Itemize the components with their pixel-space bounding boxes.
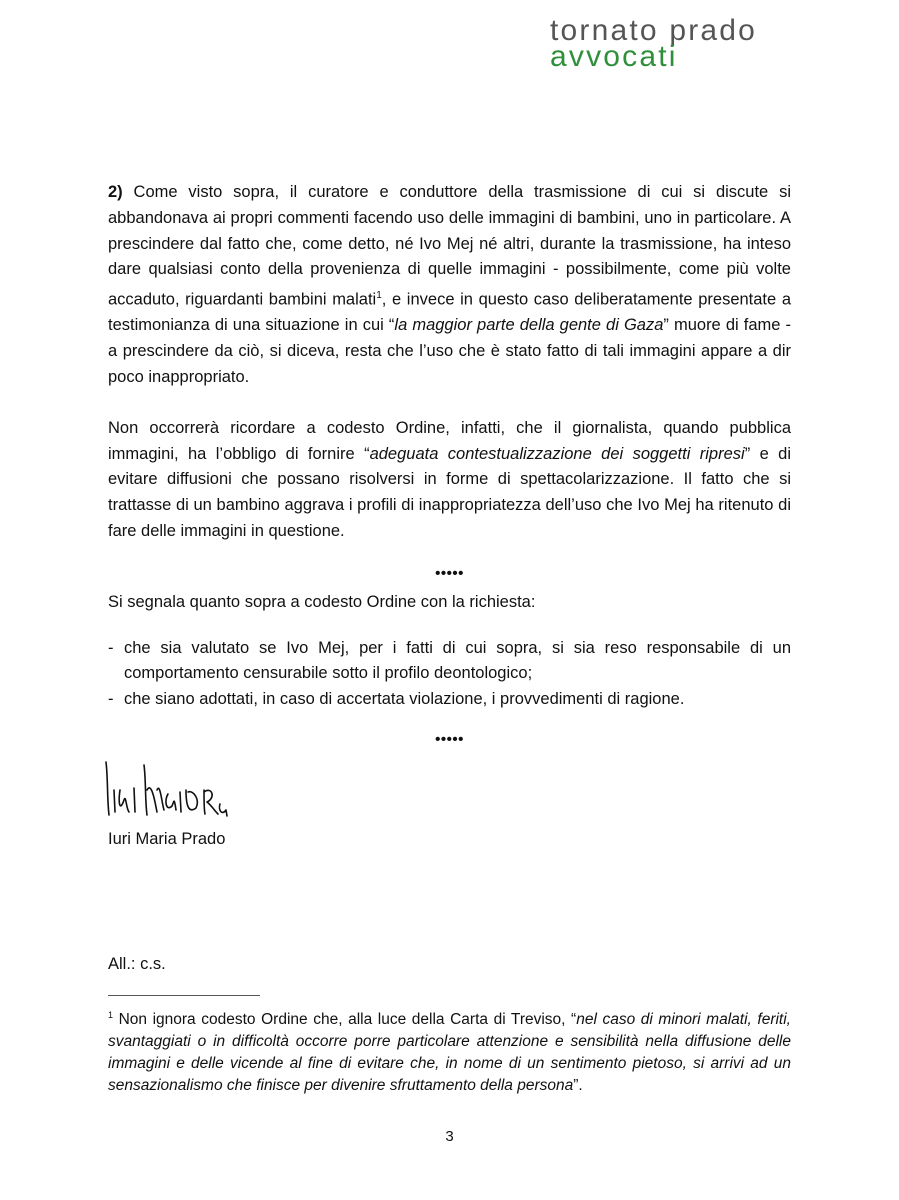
- request-item: [108, 636, 791, 688]
- request-item-text: che sia valutato se Ivo Mej, per i fatti di cui sopra, si sia reso responsabile di un comportamento censurabile sotto il profilo deontologico;: [124, 638, 791, 683]
- section-separator: •••••: [435, 731, 464, 749]
- document-body: [108, 180, 791, 756]
- footnote-text-1: Non ignora codesto Ordine che, alla luce della Carta di Treviso, “: [113, 1011, 577, 1029]
- footnote-ref: 1: [376, 290, 382, 302]
- para1-text-3: ” muore di fame - a prescindere da ciò, si diceva, resta che l’uso che è stato fatto di tali immagini appare a dir poco inappropriato.: [108, 316, 791, 387]
- request-item: [108, 687, 791, 713]
- firm-logo: [550, 14, 758, 73]
- para2-quote: adeguata contestualizzazione dei soggetti ripresi: [369, 444, 745, 463]
- attachments-note: All.: c.s.: [108, 955, 166, 973]
- paragraph-deontology: [108, 416, 791, 545]
- signatory-name: Iuri Maria Prado: [108, 830, 226, 848]
- para1-text-1: Come visto sopra, il curatore e conduttore della trasmissione di cui si discute si abbandonava ai propri commenti facendo uso delle immagini di bambini, uno in particolare. A prescindere dal fatto che, come detto, né Ivo Mej né altri, durante la trasmissione, ha inteso dare qualsiasi conto della provenienza di quelle immagini - possibilmente, come più volte accaduto, riguardanti bambini malati: [108, 183, 791, 309]
- request-intro: Si segnala quanto sopra a codesto Ordine con la richiesta:: [108, 592, 536, 611]
- request-item-text: che siano adottati, in caso di accertata violazione, i provvedimenti di ragione.: [124, 690, 685, 709]
- para1-quote: la maggior parte della gente di Gaza: [394, 316, 664, 335]
- footnote-divider: [108, 995, 260, 996]
- footnote-1: [108, 1004, 791, 1097]
- section-separator: •••••: [435, 564, 464, 582]
- paragraph-point-2: [108, 180, 791, 391]
- footnote-number: 1: [108, 1010, 114, 1020]
- page-number: 3: [445, 1128, 454, 1145]
- para2-text-2: ” e di evitare diffusioni che possano risolversi in forme di spettacolarizzazione. Il fatto che si trattasse di un bambino aggrava i profili di inappropriatezza dell’uso che Ivo Mej ha ritenuto di fare delle immagini in questione.: [108, 444, 791, 541]
- bullet-dash: -: [108, 690, 114, 709]
- para1-text-2: , e invece in questo caso deliberatamente presentate a testimonianza di una situazione in cui “: [108, 290, 791, 335]
- point-number: 2): [108, 183, 123, 201]
- footnote-text-2: ”.: [573, 1077, 583, 1095]
- handwritten-signature: [104, 760, 244, 820]
- para2-text-1: Non occorrerà ricordare a codesto Ordine, infatti, che il giornalista, quando pubblica immagini, ha l’obbligo di fornire “: [108, 418, 791, 463]
- logo-line-2: avvocati: [550, 40, 678, 73]
- footnote-quote: nel caso di minori malati, feriti, svantaggiati o in difficoltà occorre porre particolare attenzione e sensibilità nella diffusione delle immagini e delle vicende al fine di evitare che, in nome di un sentimento pietoso, si arrivi ad un sensazionalismo che finisce per divenire sfruttamento della persona: [108, 1011, 791, 1095]
- logo-line-1: tornato prado: [550, 14, 758, 47]
- bullet-dash: -: [108, 638, 114, 657]
